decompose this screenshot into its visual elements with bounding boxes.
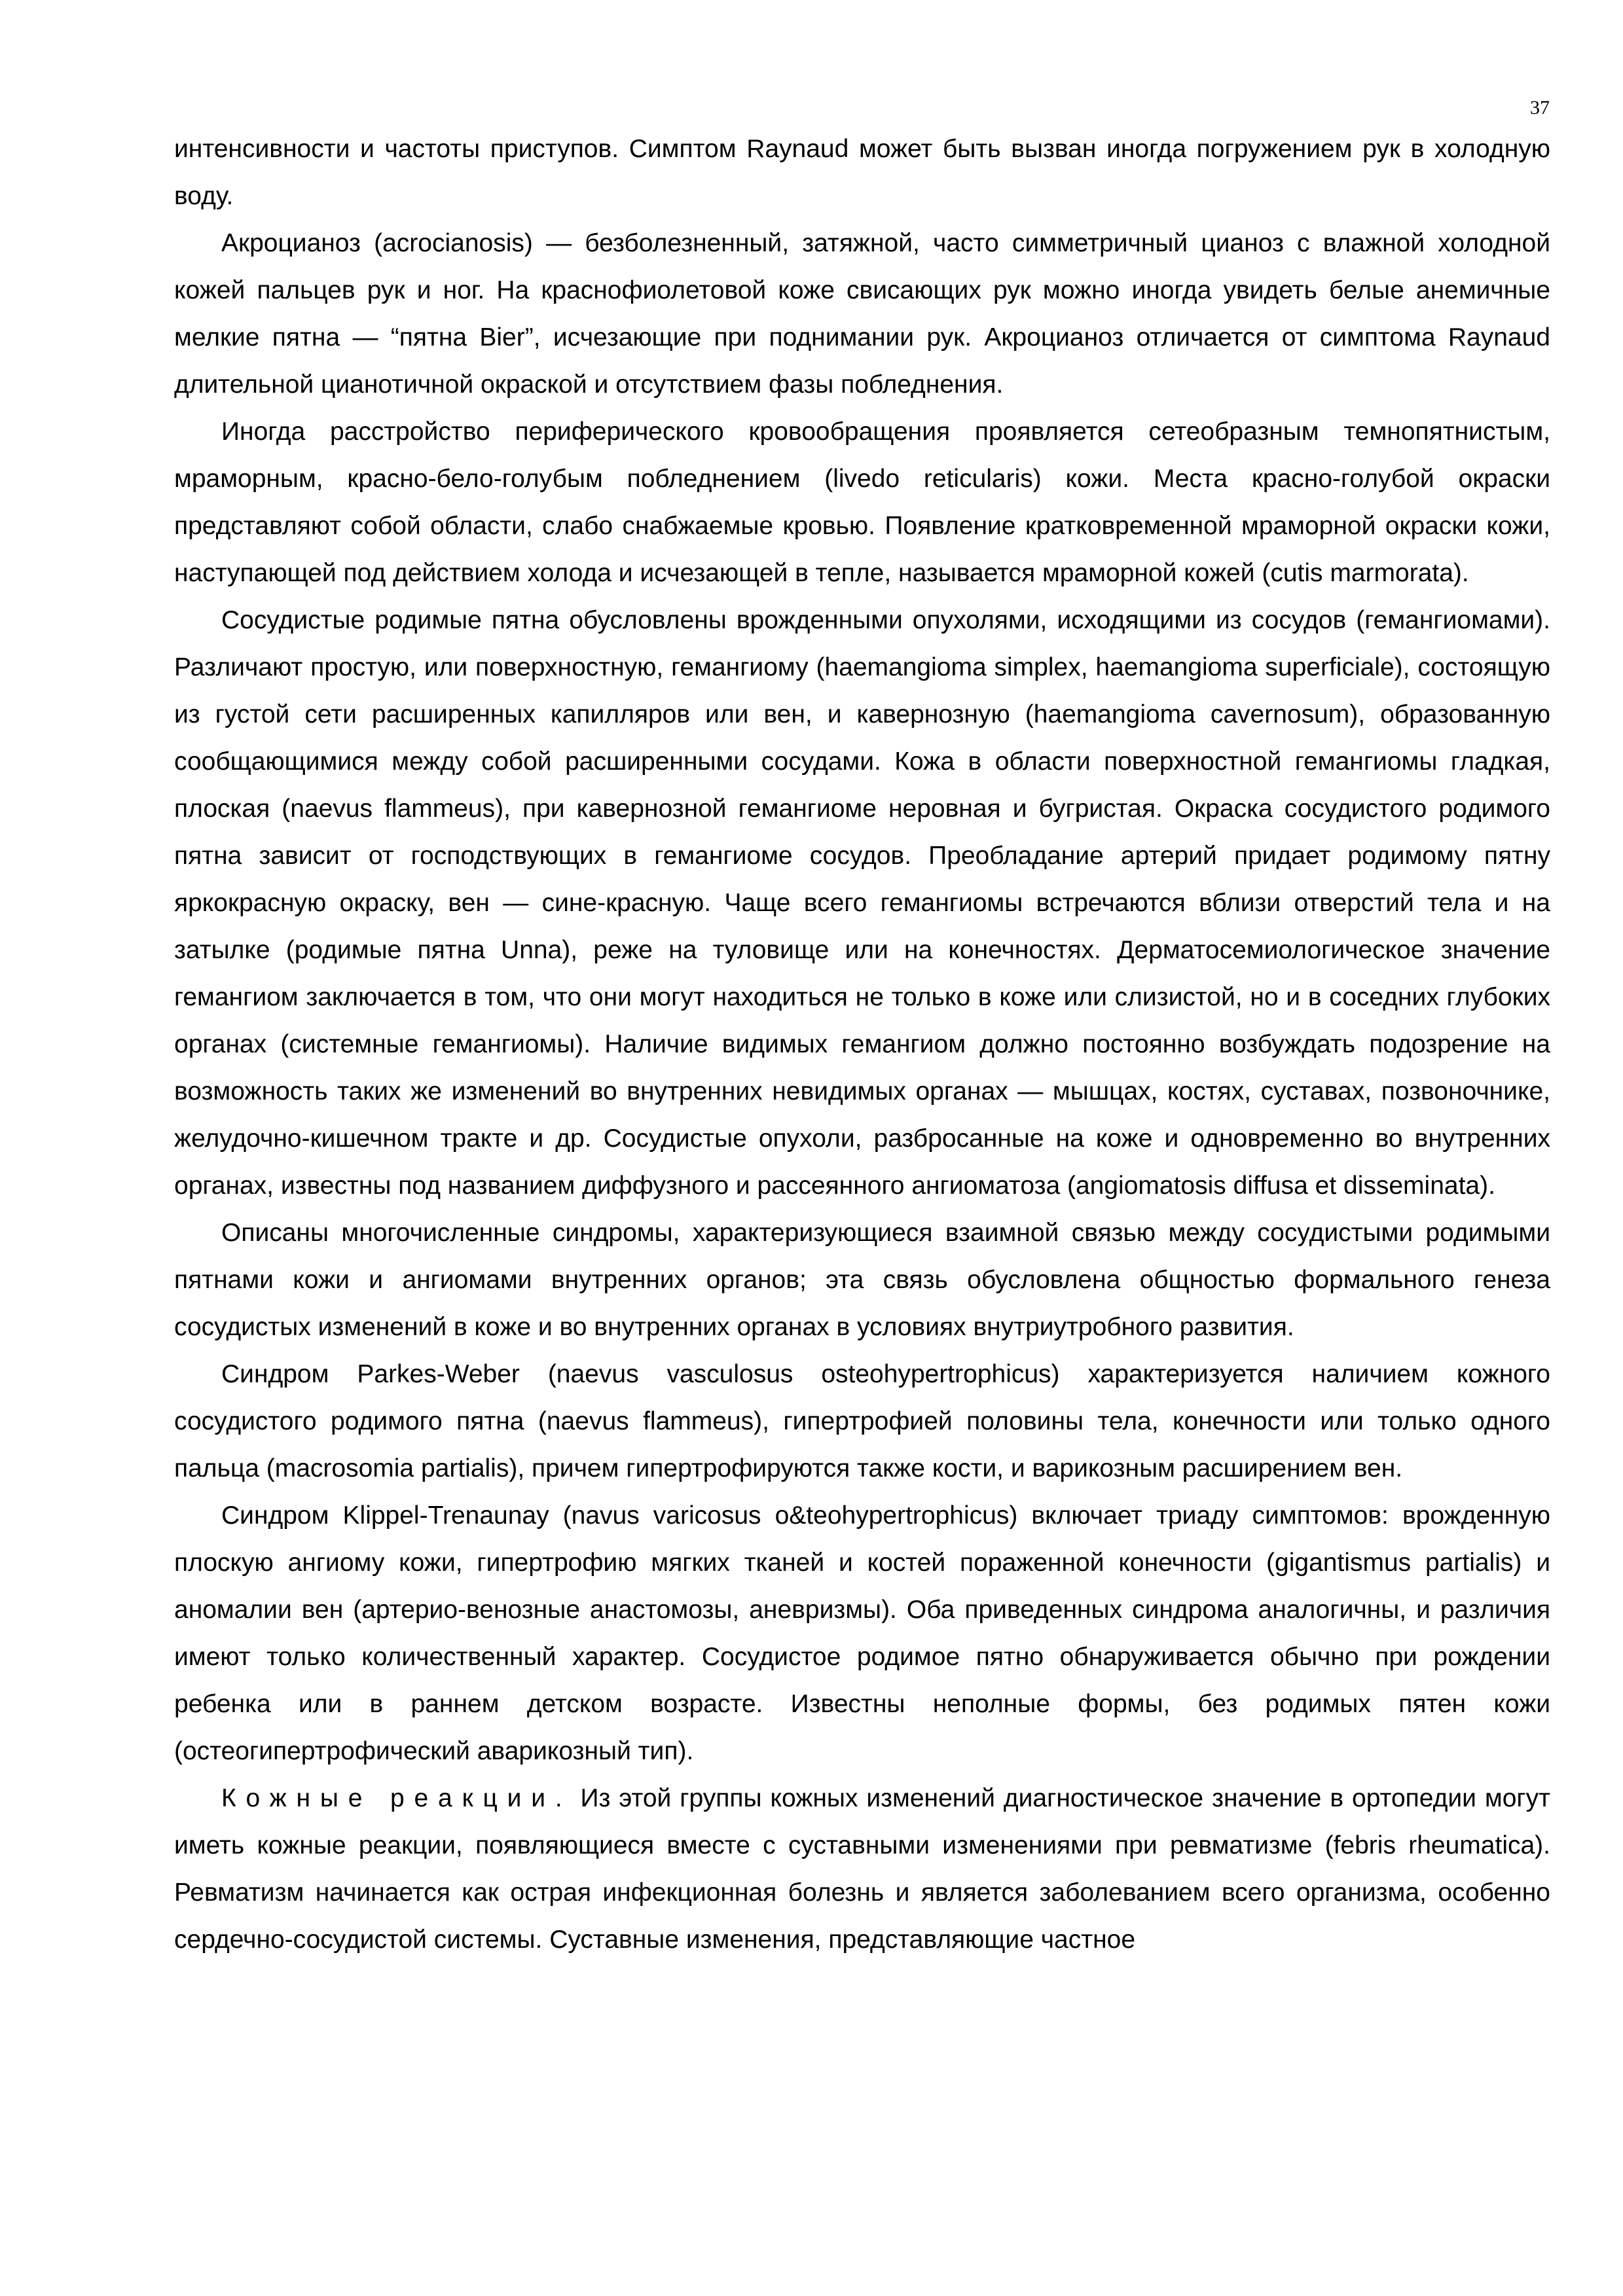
page-number: 37 bbox=[1530, 97, 1550, 118]
page-text bbox=[174, 126, 1550, 1964]
skin-reactions-text: Из этой группы кожных изменений диагностическое значение в ортопедии могут иметь кожные реакции, появляющиеся вместе с суставными изменениями при ревматизме (febris rheumatica). Ревматизм начинается как острая инфекционная болезнь и является заболеванием всего организма, особенно сердечно-сосудистой системы. Суставные изменения, представляющие частное bbox=[174, 1784, 1550, 1954]
paragraph-hemangiomas: Сосудистые родимые пятна обусловлены врожденными опухолями, исходящими из сосудов (гемангиомами). Различают простую, или поверхностную, гемангиому (haemangioma simplex, haemangioma superficiale), состоящую из густой сети расширенных капилляров или вен, и кавернозную (haemangioma cavernosum), образованную сообщающимися между собой расширенными сосудами. Кожа в области поверхностной гемангиомы гладкая, плоская (naevus flammeus), при кавернозной гемангиоме неровная и бугристая. Окраска сосудистого родимого пятна зависит от господствующих в гемангиоме сосудов. Преобладание артерий придает родимому пятну яркокрасную окраску, вен — сине-красную. Чаще всего гемангиомы встречаются вблизи отверстий тела и на затылке (родимые пятна Unna), реже на туловище или на конечностях. Дерматосемиологическое значение гемангиом заключается в том, что они могут находиться не только в коже или слизистой, но и в соседних глубоких органах (системные гемангиомы). Наличие видимых гемангиом должно постоянно возбуждать подозрение на возможность таких же изменений во внутренних невидимых органах — мышцах, костях, суставах, позвоночнике, желудочно-кишечном тракте и др. Сосудистые опухоли, разбросанные на коже и одновременно во внутренних органах, известны под названием диффузного и рассеянного ангиоматоза (angiomatosis diffusa et disseminata). bbox=[174, 606, 1550, 1200]
paragraph-parkes-weber: Синдром Parkes-Weber (naevus vasculosus osteohypertrophicus) характеризуется наличием кожного сосудистого родимого пятна (naevus flammeus), гипертрофией половины тела, конечности или только одного пальца (macrosomia partialis), причем гипертрофируются также кости, и варикозным расширением вен. bbox=[174, 1360, 1550, 1482]
paragraph-skin-reactions bbox=[174, 1775, 1550, 1964]
section-heading-skin-reactions: Кожные реакции. bbox=[221, 1784, 572, 1812]
paragraph-syndromes: Описаны многочисленные синдромы, характеризующиеся взаимной связью между сосудистыми родимыми пятнами кожи и ангиомами внутренних органов; эта связь обусловлена общностью формального генеза сосудистых изменений в коже и во внутренних органах в условиях внутриутробного развития. bbox=[174, 1219, 1550, 1341]
paragraph-livedo-reticularis: Иногда расстройство периферического кровообращения проявляется сетеобразным темнопятнистым, мраморным, красно-бело-голубым побледнением (livedo reticularis) кожи. Места красно-голубой окраски представляют собой области, слабо снабжаемые кровью. Появление кратковременной мраморной окраски кожи, наступающей под действием холода и исчезающей в тепле, называется мраморной кожей (cutis marmorata). bbox=[174, 418, 1550, 587]
paragraph-klippel-trenaunay: Синдром Klippel-Trenaunay (navus varicosus o&teohypertrophicus) включает триаду симптомов: врожденную плоскую ангиому кожи, гипертрофию мягких тканей и костей пораженной конечности (gigantismus partialis) и аномалии вен (артерио-венозные анастомозы, аневризмы). Оба приведенных синдрома аналогичны, и различия имеют только количественный характер. Сосудистое родимое пятно обнаруживается обычно при рождении ребенка или в раннем детском возрасте. Известны неполные формы, без родимых пятен кожи (остеогипертрофический аварикозный тип). bbox=[174, 1501, 1550, 1765]
paragraph-raynaud-continued: интенсивности и частоты приступов. Симптом Raynaud может быть вызван иногда погружением рук в холодную воду. bbox=[174, 135, 1550, 210]
paragraph-acrocyanosis: Акроцианоз (acrocianosis) — безболезненный, затяжной, часто симметричный цианоз с влажной холодной кожей пальцев рук и ног. На краснофиолетовой коже свисающих рук можно иногда увидеть белые анемичные мелкие пятна — “пятна Bier”, исчезающие при поднимании рук. Акроцианоз отличается от симптома Raynaud длительной цианотичной окраской и отсутствием фазы побледнения. bbox=[174, 229, 1550, 399]
